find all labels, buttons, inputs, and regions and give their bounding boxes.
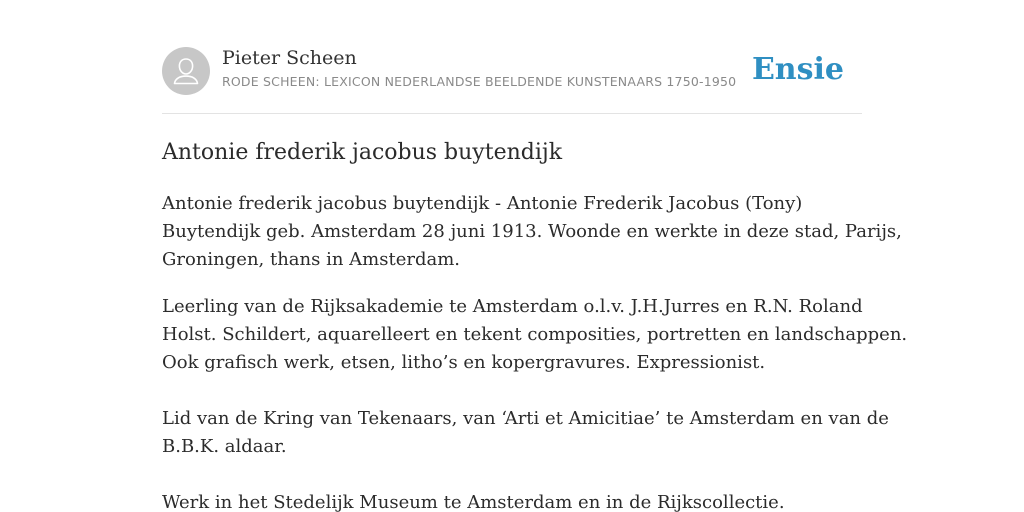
- paragraph-details: [162, 293, 908, 512]
- ensie-logo[interactable]: Ensie: [751, 52, 844, 87]
- text-line: Antonie frederik jacobus buytendijk - Antonie Frederik Jacobus (Tony): [162, 193, 803, 214]
- text-line: Lid van de Kring van Tekenaars, van ‘Arti et Amicitiae’ te Amsterdam en van de: [162, 408, 889, 429]
- header-divider: [162, 113, 862, 114]
- text-line: Leerling van de Rijksakademie te Amsterdam o.l.v. J.H.Jurres en R.N. Roland: [162, 296, 863, 317]
- source-label[interactable]: RODE SCHEEN: LEXICON NEDERLANDSE BEELDENDE KUNSTENAARS 1750-1950: [222, 74, 737, 89]
- text-line: Groningen, thans in Amsterdam.: [162, 249, 460, 270]
- article-title: Antonie frederik jacobus buytendijk: [162, 140, 563, 165]
- paragraph-intro: [162, 190, 902, 274]
- line-break: [162, 377, 862, 405]
- article-header: [162, 46, 862, 96]
- author-name[interactable]: Pieter Scheen: [222, 47, 357, 69]
- text-line: Holst. Schildert, aquarelleert en tekent composities, portretten en landschappen.: [162, 324, 908, 345]
- text-line: Buytendijk geb. Amsterdam 28 juni 1913. Woonde en werkte in deze stad, Parijs,: [162, 221, 902, 242]
- text-line: Werk in het Stedelijk Museum te Amsterdam en in de Rijkscollectie.: [162, 492, 785, 512]
- article-body: [162, 190, 908, 512]
- user-icon: [162, 47, 210, 95]
- text-line: Ook grafisch werk, etsen, litho’s en kopergravures. Expressionist.: [162, 352, 766, 373]
- line-break: [162, 461, 862, 489]
- author-avatar[interactable]: [162, 47, 210, 95]
- text-line: B.B.K. aldaar.: [162, 436, 287, 457]
